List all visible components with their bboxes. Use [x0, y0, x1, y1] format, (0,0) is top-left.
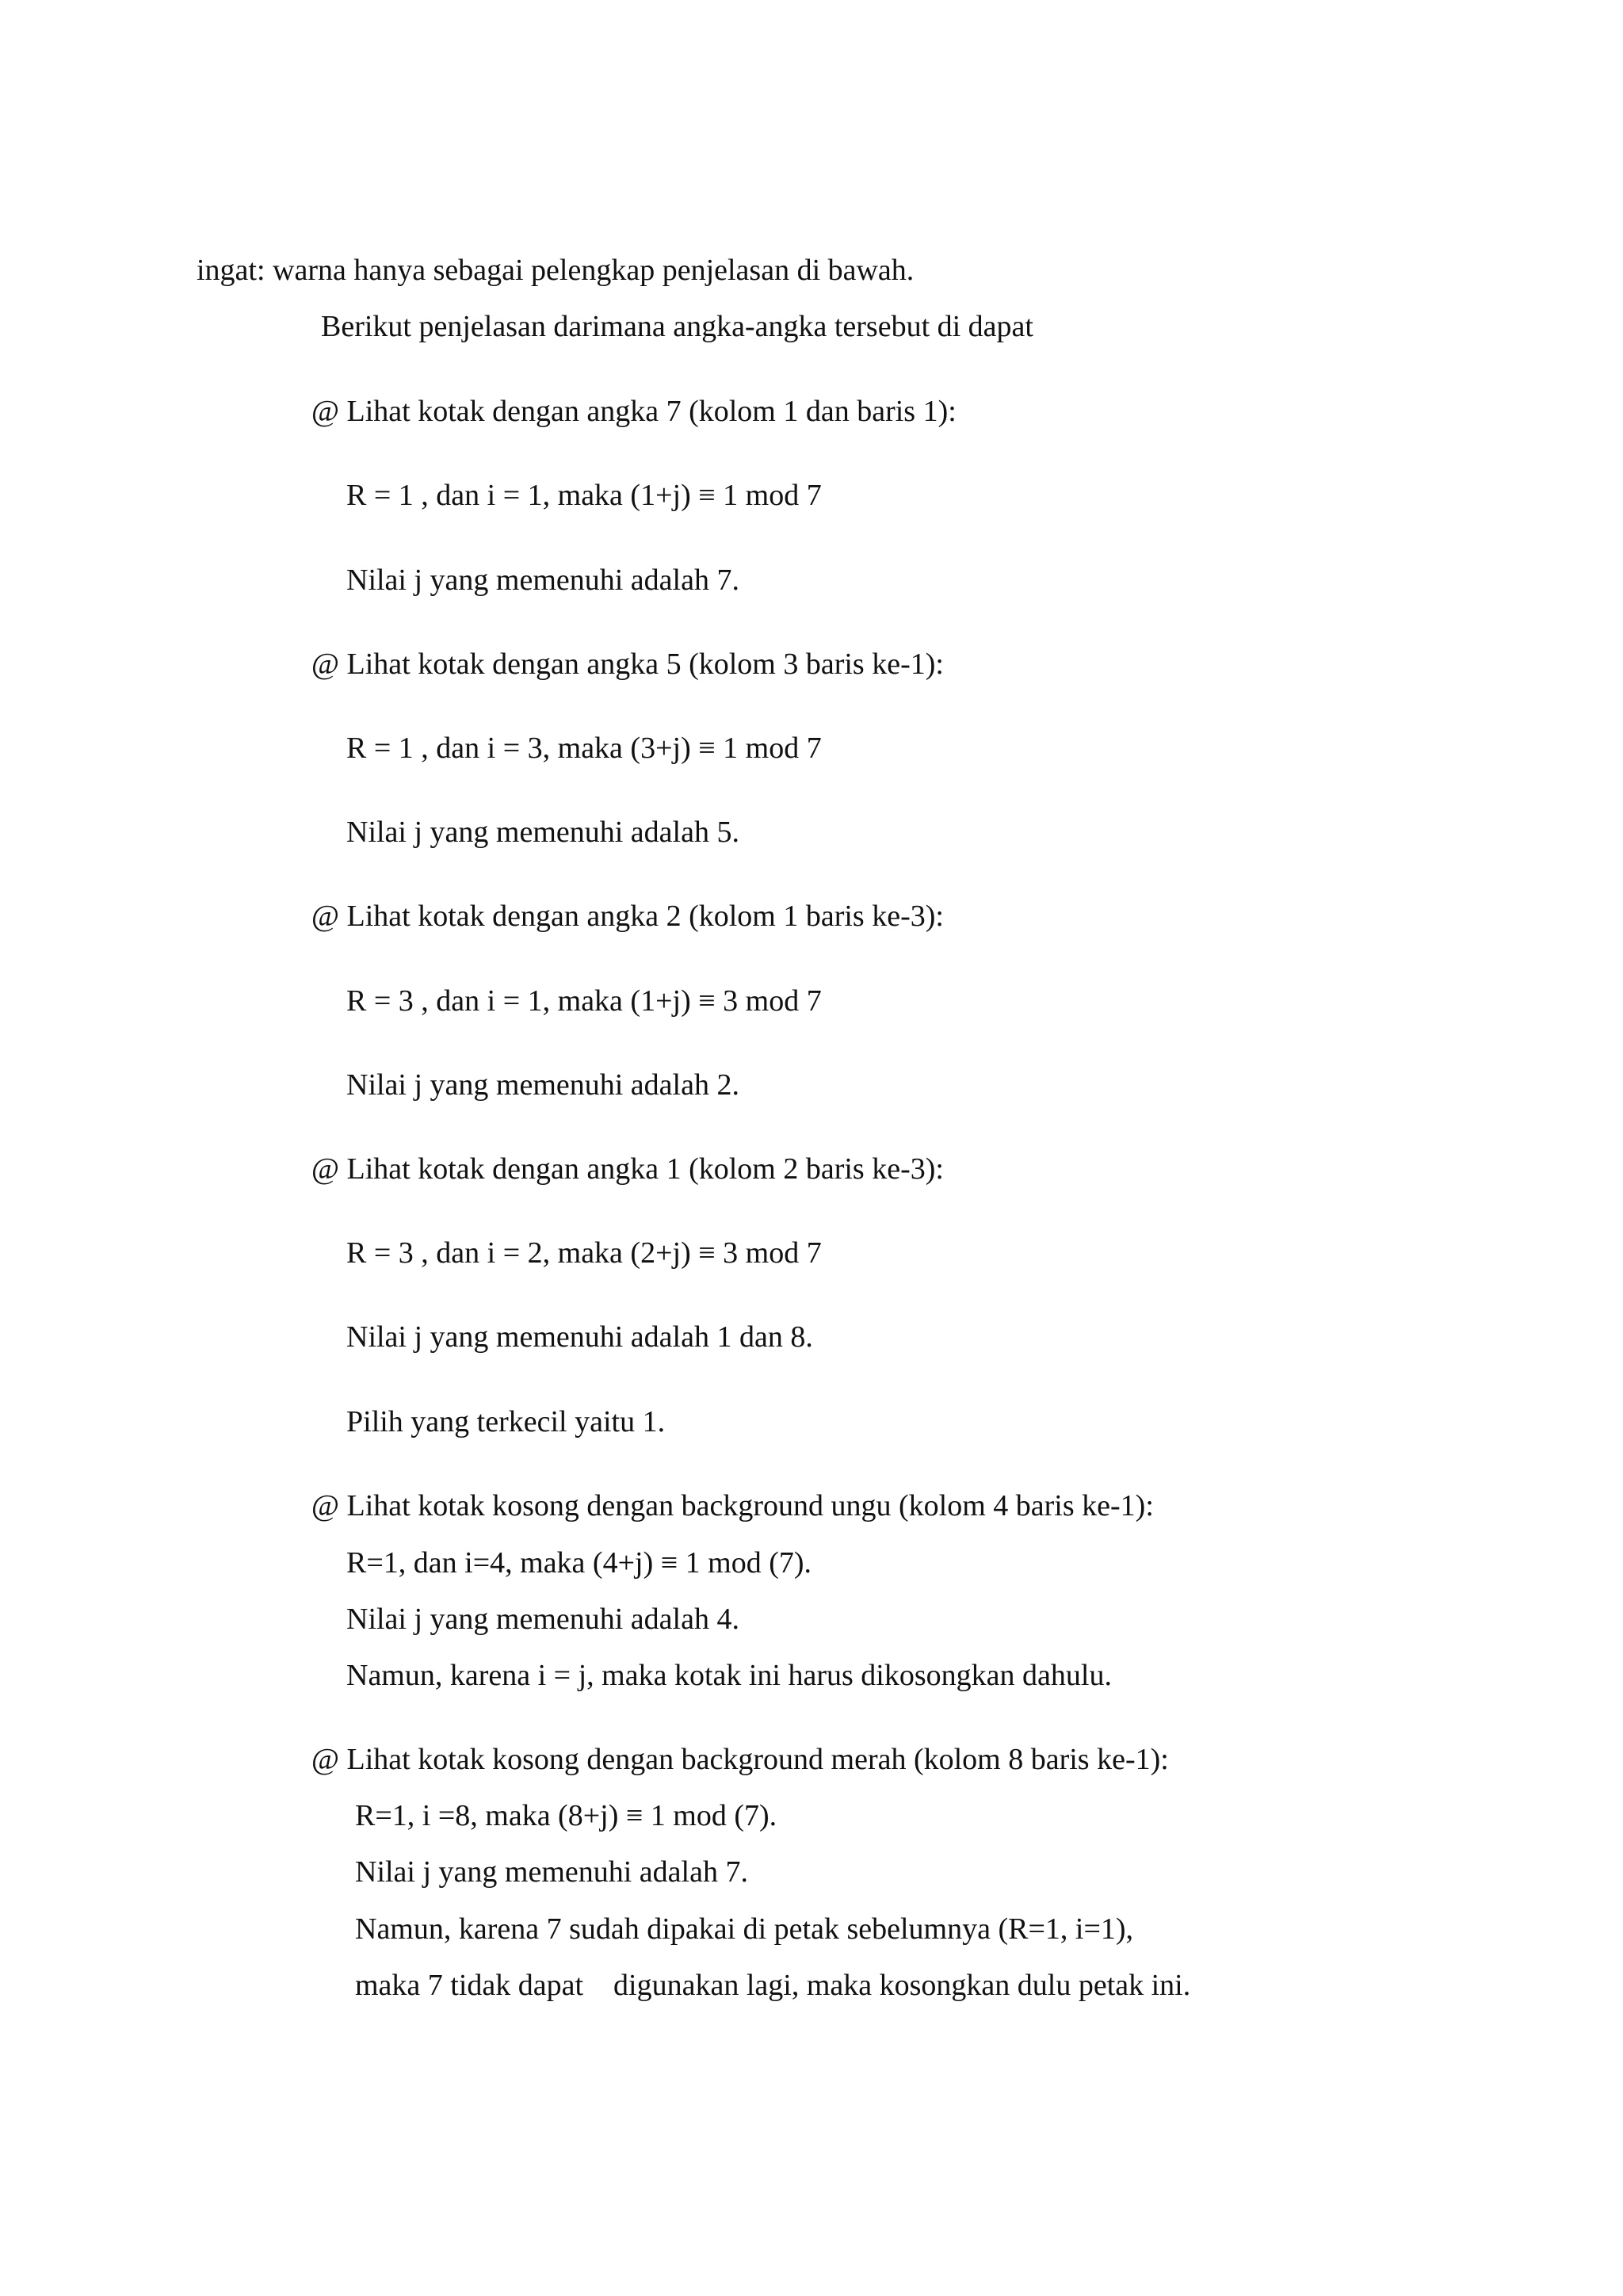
section-5-heading: @ Lihat kotak kosong dengan background ungu (kolom 4 baris ke-1):: [311, 1489, 1154, 1522]
section-1-line-1: R = 1 , dan i = 1, maka (1+j) ≡ 1 mod 7: [346, 479, 822, 512]
section-5-line-3: Namun, karena i = j, maka kotak ini harus dikosongkan dahulu.: [346, 1659, 1112, 1692]
section-1-heading: @ Lihat kotak dengan angka 7 (kolom 1 dan baris 1):: [311, 395, 957, 428]
section-4-line-2: Nilai j yang memenuhi adalah 1 dan 8.: [346, 1320, 813, 1354]
section-6-line-1: R=1, i =8, maka (8+j) ≡ 1 mod (7).: [355, 1799, 777, 1832]
section-1-line-2: Nilai j yang memenuhi adalah 7.: [346, 563, 739, 597]
section-4-line-1: R = 3 , dan i = 2, maka (2+j) ≡ 3 mod 7: [346, 1236, 822, 1270]
section-5-line-2: Nilai j yang memenuhi adalah 4.: [346, 1603, 739, 1636]
section-4-line-3: Pilih yang terkecil yaitu 1.: [346, 1405, 666, 1438]
section-5-line-1: R=1, dan i=4, maka (4+j) ≡ 1 mod (7).: [346, 1546, 812, 1580]
section-3-heading: @ Lihat kotak dengan angka 2 (kolom 1 baris ke-3):: [311, 900, 944, 933]
section-6-line-4: maka 7 tidak dapat digunakan lagi, maka kosongkan dulu petak ini.: [355, 1969, 1191, 2002]
section-6-line-3: Namun, karena 7 sudah dipakai di petak sebelumnya (R=1, i=1),: [355, 1912, 1134, 1946]
section-4-heading: @ Lihat kotak dengan angka 1 (kolom 2 baris ke-3):: [311, 1152, 944, 1186]
section-2-line-2: Nilai j yang memenuhi adalah 5.: [346, 816, 739, 849]
subtitle: Berikut penjelasan darimana angka-angka tersebut di dapat: [321, 310, 1033, 343]
section-6-line-2: Nilai j yang memenuhi adalah 7.: [355, 1855, 748, 1889]
section-3-line-1: R = 3 , dan i = 1, maka (1+j) ≡ 3 mod 7: [346, 984, 822, 1018]
section-2-heading: @ Lihat kotak dengan angka 5 (kolom 3 baris ke-1):: [311, 648, 944, 681]
section-6-heading: @ Lihat kotak kosong dengan background merah (kolom 8 baris ke-1):: [311, 1743, 1169, 1776]
section-2-line-1: R = 1 , dan i = 3, maka (3+j) ≡ 1 mod 7: [346, 732, 822, 765]
intro-note: ingat: warna hanya sebagai pelengkap penjelasan di bawah.: [197, 254, 915, 287]
section-3-line-2: Nilai j yang memenuhi adalah 2.: [346, 1068, 739, 1102]
